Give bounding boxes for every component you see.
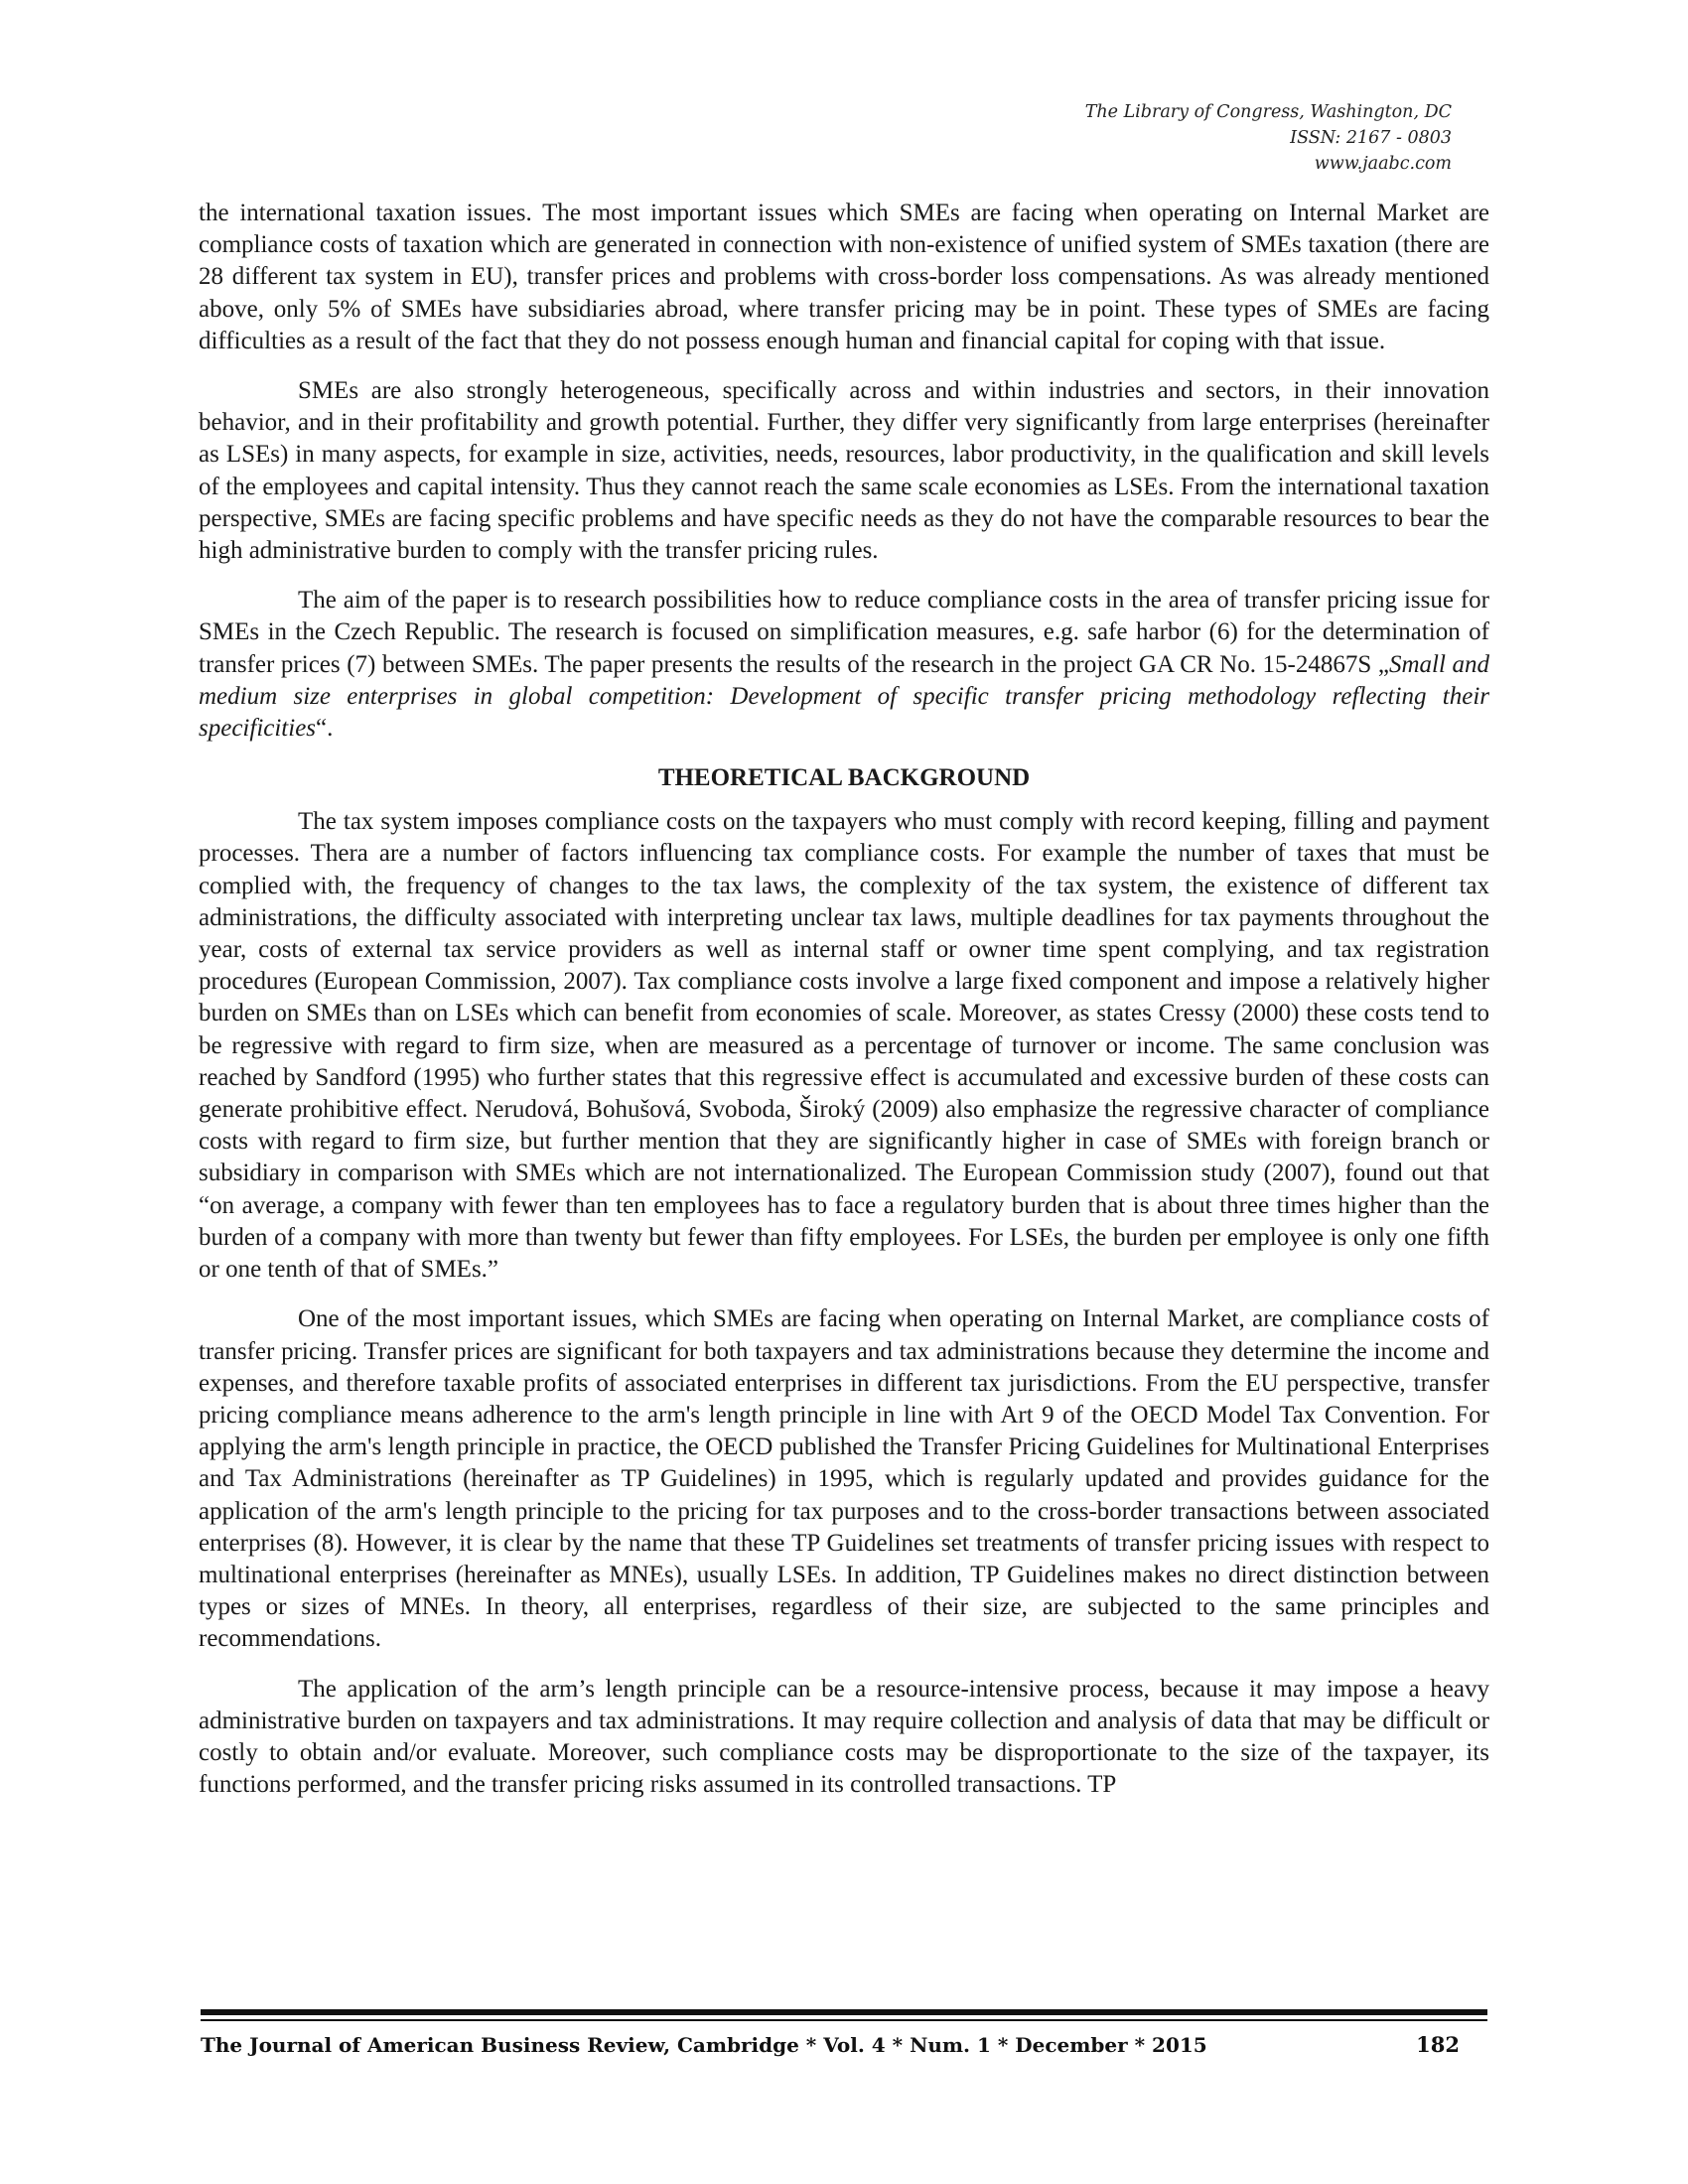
paragraph-arms-length: The application of the arm’s length principle can be a resource-intensive process, because it may impose a heavy administrative burden on taxpayers and tax administrations. It may require collection and analysis of data that may be difficult or costly to obtain and/or evaluate. Moreover, such compliance costs may be disproportionate to the size of the taxpayer, its functions performed, and the transfer pricing risks assumed in its controlled transactions. TP [199,1675,1489,1799]
paragraph-continued: the international taxation issues. The most important issues which SMEs are facing when operating on Internal Market are compliance costs of taxation which are generated in connection with non-existence of unified system of SMEs taxation (there are 28 different tax system in EU), transfer prices and problems with cross-border loss compensations. As was already mentioned above, only 5% of SMEs have subsidiaries abroad, where transfer pricing may be in point. These types of SMEs are facing difficulties as a result of the fact that they do not possess enough human and financial capital for coping with that issue. [199,200,1489,354]
footer-rule-thin [201,2019,1487,2021]
page-number: 182 [1416,2032,1460,2057]
footer-journal: The Journal of American Business Review, Cambridge * Vol. 4 * Num. 1 * December * 2015 [201,2033,1207,2057]
footer-rule-thick [201,2009,1487,2015]
aim-text-end: “. [316,715,334,743]
header-website: www.jaabc.com [1314,154,1452,174]
aim-text: The aim of the paper is to research possibilities how to reduce compliance costs in the area of transfer pricing issue for SMEs in the Czech Republic. The research is focused on simplification measures, e.g. safe harbor (6) for the determination of transfer prices (7) between SMEs. The paper presents the results of the research in the project GA CR No. 15-24867S „ [199,587,1489,678]
paragraph-sme-heterogeneity: SMEs are also strongly heterogeneous, specifically across and within industries and sectors, in their innovation behavior, and in their profitability and growth potential. Further, they differ very significantly from large enterprises (hereinafter as LSEs) in many aspects, for example in size, activities, needs, resources, labor productivity, in the qualification and skill levels of the employees and capital intensity. Thus they cannot reach the same scale economies as LSEs. From the international taxation perspective, SMEs are facing specific problems and have specific needs as they do not have the comparable resources to bear the high administrative burden to comply with the transfer pricing rules. [199,377,1489,565]
header-library: The Library of Congress, Washington, DC [1084,102,1452,122]
paragraph-aim [199,585,1489,745]
project-title: Small and medium size enterprises in global competition: Development of specific transfer pricing methodology reflecting their specificities [199,650,1489,743]
paragraph-transfer-pricing: One of the most important issues, which SMEs are facing when operating on Internal Market, are compliance costs of transfer pricing. Transfer prices are significant for both taxpayers and tax administrations because they determine the income and expenses, and therefore taxable profits of associated enterprises in different tax jurisdictions. From the EU perspective, transfer pricing compliance means adherence to the arm's length principle in line with Art 9 of the OECD Model Tax Convention. For applying the arm's length principle in practice, the OECD published the Transfer Pricing Guidelines for Multinational Enterprises and Tax Administrations (hereinafter as TP Guidelines) in 1995, which is regularly updated and provides guidance for the application of the arm's length principle to the pricing for tax purposes and to the cross-border transactions between associated enterprises (8). However, it is clear by the name that these TP Guidelines set treatments of transfer pricing issues with respect to multinational enterprises (hereinafter as MNEs), usually LSEs. In addition, TP Guidelines makes no direct distinction between types or sizes of MNEs. In theory, all enterprises, regardless of their size, are subjected to the same principles and recommendations. [199,1305,1489,1653]
paragraph-compliance-costs: The tax system imposes compliance costs on the taxpayers who must comply with record keeping, filling and payment processes. Thera are a number of factors influencing tax compliance costs. For example the number of taxes that must be complied with, the frequency of changes to the tax laws, the complexity of the tax system, the existence of different tax administrations, the difficulty associated with interpreting unclear tax laws, multiple deadlines for tax payments throughout the year, costs of external tax service providers as well as internal staff or owner time spent complying, and tax registration procedures (European Commission, 2007). Tax compliance costs involve a large fixed component and impose a relatively higher burden on SMEs than on LSEs which can benefit from economies of scale. Moreover, as states Cressy (2000) these costs tend to be regressive with regard to firm size, when are measured as a percentage of turnover or income. The same conclusion was reached by Sandford (1995) who further states that this regressive effect is accumulated and excessive burden of these costs can generate prohibitive effect. Nerudová, Bohušová, Svoboda, Široký (2009) also emphasize the regressive character of compliance costs with regard to firm size, but further mention that they are significantly higher in case of SMEs with foreign branch or subsidiary in comparison with SMEs which are not internationalized. The European Commission study (2007), found out that “on average, a company with fewer than ten employees has to face a regulatory burden that is about three times higher than the burden of a company with more than twenty but fewer than fifty employees. For LSEs, the burden per employee is only one fifth or one tenth of that of SMEs.” [199,808,1489,1284]
running-header [1085,99,1452,177]
section-heading: THEORETICAL BACKGROUND [657,764,1031,792]
header-issn: ISSN: 2167 - 0803 [1290,128,1452,148]
article-body [199,198,1489,1819]
